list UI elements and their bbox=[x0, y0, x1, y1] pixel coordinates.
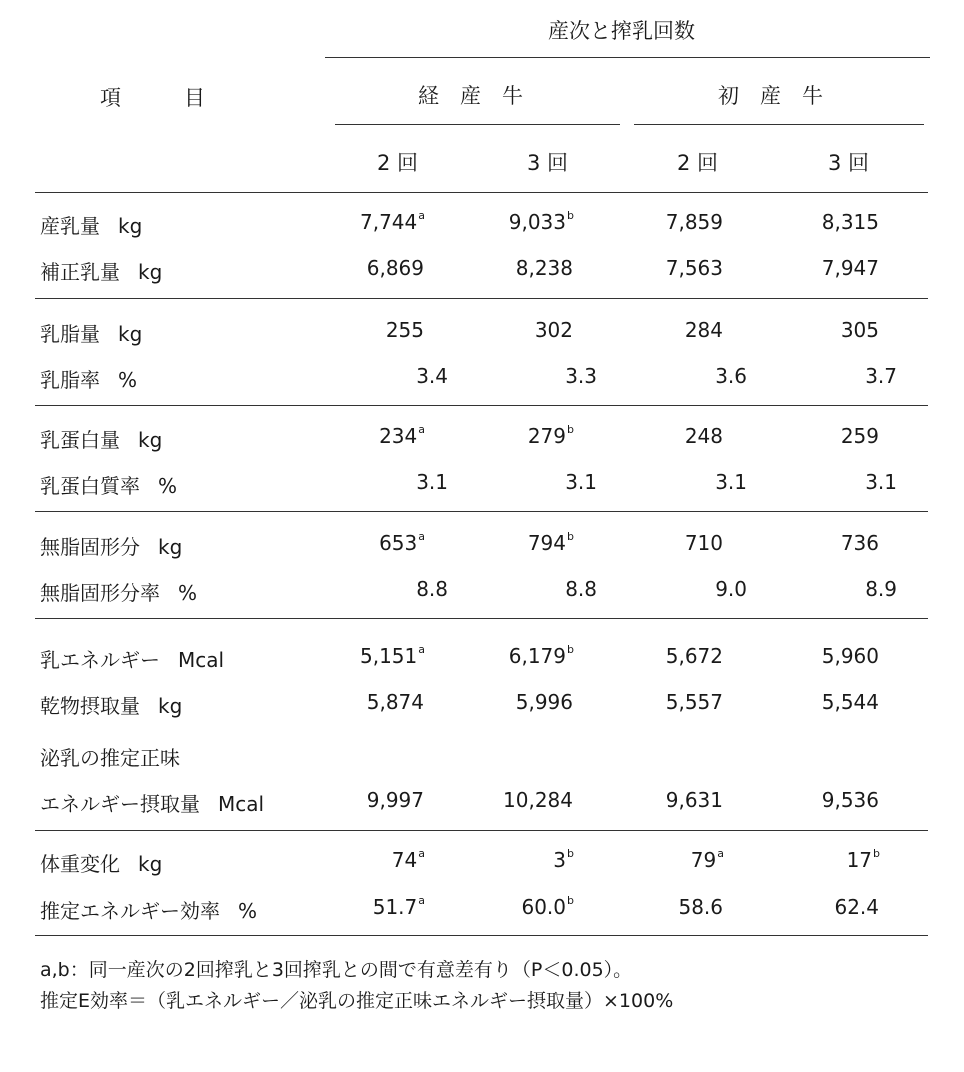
row-label-text: 乳エネルギー bbox=[40, 648, 160, 672]
table-cell bbox=[458, 470, 598, 494]
table-cell bbox=[740, 210, 880, 234]
table-cell bbox=[434, 531, 574, 555]
table-cell bbox=[309, 577, 449, 601]
row-label-text: 体重変化 bbox=[40, 852, 120, 876]
cell-value: 9,033 bbox=[508, 210, 567, 234]
significance-mark: b bbox=[567, 423, 574, 437]
cell-value: 8.9 bbox=[865, 577, 897, 601]
cell-value: 5,996 bbox=[515, 690, 573, 714]
cell-value: 6,179 bbox=[508, 644, 567, 668]
row-label bbox=[40, 210, 142, 239]
table-cell bbox=[434, 895, 574, 919]
footnote-efficiency: 推定E効率＝（乳エネルギー／泌乳の推定正味エネルギー摂取量）×100% bbox=[40, 990, 674, 1012]
cell-value: 248 bbox=[684, 424, 723, 448]
cell-value: 5,151 bbox=[359, 644, 418, 668]
table-cell bbox=[285, 895, 425, 919]
cell-value: 9.0 bbox=[715, 577, 747, 601]
table-cell bbox=[758, 364, 898, 388]
row-label bbox=[40, 424, 162, 453]
footnote-significance: a,b：同一産次の2回搾乳と3回搾乳との間で有意差有り（P＜0.05）。 bbox=[40, 959, 633, 981]
table-cell bbox=[434, 644, 574, 668]
significance-mark: b bbox=[873, 847, 880, 861]
table-cell bbox=[285, 256, 425, 280]
table-cell bbox=[584, 531, 724, 555]
cell-value: 60.0 bbox=[521, 895, 567, 919]
cell-value: 5,672 bbox=[665, 644, 723, 668]
cell-value: 3.4 bbox=[416, 364, 448, 388]
row-unit: % bbox=[118, 368, 138, 392]
table-cell bbox=[740, 895, 880, 919]
row-unit: Mcal bbox=[178, 648, 225, 672]
cell-value: 3.6 bbox=[715, 364, 747, 388]
table-cell bbox=[584, 742, 724, 766]
row-label bbox=[40, 470, 177, 499]
row-label bbox=[40, 256, 162, 285]
row-label bbox=[40, 690, 182, 719]
table-cell bbox=[608, 470, 748, 494]
significance-mark: a bbox=[418, 209, 425, 223]
row-label-text: 推定エネルギー効率 bbox=[40, 899, 220, 923]
table-cell bbox=[434, 742, 574, 766]
table-cell bbox=[458, 364, 598, 388]
group-keisan: 経 産 牛 bbox=[418, 84, 523, 108]
table-cell bbox=[309, 470, 449, 494]
table-cell bbox=[740, 848, 880, 872]
group-rule-keisan bbox=[335, 124, 620, 125]
cell-value: 255 bbox=[385, 318, 424, 342]
row-label bbox=[40, 848, 162, 877]
header-rule-top bbox=[325, 57, 930, 58]
table-cell bbox=[285, 424, 425, 448]
row-label-text: 乳脂量 bbox=[40, 322, 100, 346]
row-unit: kg bbox=[138, 852, 163, 876]
table-cell bbox=[434, 424, 574, 448]
cell-value: 305 bbox=[840, 318, 879, 342]
table-cell bbox=[584, 848, 724, 872]
cell-value: 7,563 bbox=[665, 256, 723, 280]
table-cell bbox=[285, 210, 425, 234]
row-unit: % bbox=[178, 581, 198, 605]
table-cell bbox=[458, 577, 598, 601]
table-cell bbox=[285, 690, 425, 714]
cell-value: 6,869 bbox=[366, 256, 424, 280]
rule-group bbox=[35, 405, 928, 406]
table-cell bbox=[434, 318, 574, 342]
table-cell bbox=[758, 470, 898, 494]
rule-table-bottom bbox=[35, 935, 928, 936]
row-label-text: 産乳量 bbox=[40, 214, 100, 238]
row-label bbox=[40, 531, 182, 560]
cell-value: 710 bbox=[684, 531, 723, 555]
cell-value: 234 bbox=[379, 424, 418, 448]
cell-value: 74 bbox=[391, 848, 418, 872]
row-label-text: エネルギー摂取量 bbox=[40, 792, 200, 816]
significance-mark: b bbox=[567, 643, 574, 657]
rule-header-bottom bbox=[35, 192, 928, 193]
cell-value: 279 bbox=[527, 424, 567, 448]
row-label bbox=[40, 895, 257, 924]
table-cell bbox=[584, 895, 724, 919]
cell-value: 7,859 bbox=[665, 210, 723, 234]
table-cell bbox=[740, 644, 880, 668]
cell-value: 62.4 bbox=[834, 895, 879, 919]
rule-group bbox=[35, 511, 928, 512]
row-label-text: 乳脂率 bbox=[40, 368, 100, 392]
row-label bbox=[40, 742, 198, 771]
cell-value: 9,997 bbox=[366, 788, 424, 812]
table-cell bbox=[740, 256, 880, 280]
cell-value: 51.7 bbox=[372, 895, 418, 919]
table-cell bbox=[434, 256, 574, 280]
cell-value: 7,744 bbox=[359, 210, 418, 234]
cell-value: 3.1 bbox=[865, 470, 897, 494]
table-cell bbox=[608, 577, 748, 601]
rule-group bbox=[35, 618, 928, 619]
row-unit: kg bbox=[138, 428, 163, 452]
row-label bbox=[40, 318, 142, 347]
row-label-text: 補正乳量 bbox=[40, 260, 120, 284]
cell-value: 10,284 bbox=[503, 788, 573, 812]
table-cell bbox=[285, 318, 425, 342]
table-cell bbox=[434, 210, 574, 234]
row-unit: kg bbox=[118, 322, 143, 346]
row-label bbox=[40, 364, 137, 393]
cell-value: 17 bbox=[846, 848, 873, 872]
table-cell bbox=[584, 644, 724, 668]
col-header: 2 回 bbox=[677, 151, 719, 175]
table-cell bbox=[285, 742, 425, 766]
significance-mark: a bbox=[418, 643, 425, 657]
cell-value: 3.1 bbox=[715, 470, 747, 494]
cell-value: 736 bbox=[840, 531, 879, 555]
rule-group bbox=[35, 830, 928, 831]
cell-value: 3 bbox=[553, 848, 567, 872]
table-cell bbox=[740, 690, 880, 714]
cell-value: 3.3 bbox=[565, 364, 597, 388]
cell-value: 9,631 bbox=[665, 788, 723, 812]
row-unit: kg bbox=[138, 260, 163, 284]
table-cell bbox=[740, 531, 880, 555]
row-unit: Mcal bbox=[218, 792, 265, 816]
significance-mark: a bbox=[717, 847, 724, 861]
row-unit: kg bbox=[158, 694, 183, 718]
cell-value: 3.7 bbox=[865, 364, 897, 388]
cell-value: 3.1 bbox=[416, 470, 448, 494]
cell-value: 5,544 bbox=[821, 690, 879, 714]
cell-value: 284 bbox=[684, 318, 723, 342]
table-cell bbox=[309, 364, 449, 388]
row-unit: kg bbox=[158, 535, 183, 559]
table-cell bbox=[608, 364, 748, 388]
table-cell bbox=[740, 318, 880, 342]
row-label-text: 乳蛋白質率 bbox=[40, 474, 140, 498]
table-cell bbox=[584, 788, 724, 812]
table-cell bbox=[584, 210, 724, 234]
cell-value: 7,947 bbox=[821, 256, 879, 280]
cell-value: 8,238 bbox=[515, 256, 573, 280]
cell-value: 5,874 bbox=[366, 690, 424, 714]
cell-value: 794 bbox=[527, 531, 567, 555]
row-unit: % bbox=[238, 899, 258, 923]
cell-value: 5,557 bbox=[665, 690, 723, 714]
row-label-text: 無脂固形分率 bbox=[40, 581, 160, 605]
col-header: 3 回 bbox=[527, 151, 569, 175]
row-unit: kg bbox=[118, 214, 143, 238]
significance-mark: a bbox=[418, 530, 425, 544]
cell-value: 259 bbox=[840, 424, 879, 448]
row-label bbox=[40, 577, 197, 606]
col-header: 2 回 bbox=[377, 151, 419, 175]
table-cell bbox=[584, 256, 724, 280]
cell-value: 8,315 bbox=[821, 210, 879, 234]
significance-mark: b bbox=[567, 894, 574, 908]
rule-group bbox=[35, 298, 928, 299]
table-cell bbox=[740, 742, 880, 766]
table-cell bbox=[285, 788, 425, 812]
row-label bbox=[40, 644, 224, 673]
cell-value: 79 bbox=[690, 848, 717, 872]
cell-value: 3.1 bbox=[565, 470, 597, 494]
group-rule-shosan bbox=[634, 124, 924, 125]
cell-value: 653 bbox=[379, 531, 418, 555]
cell-value: 8.8 bbox=[416, 577, 448, 601]
significance-mark: a bbox=[418, 894, 425, 908]
table-cell bbox=[584, 424, 724, 448]
table-cell bbox=[285, 644, 425, 668]
item-header: 項 目 bbox=[100, 86, 205, 110]
cell-value: 58.6 bbox=[678, 895, 723, 919]
row-label-text: 無脂固形分 bbox=[40, 535, 140, 559]
row-unit: % bbox=[158, 474, 178, 498]
col-header: 3 回 bbox=[828, 151, 870, 175]
table-cell bbox=[758, 577, 898, 601]
row-label-text: 乾物摂取量 bbox=[40, 694, 140, 718]
table-cell bbox=[740, 788, 880, 812]
table-cell bbox=[285, 848, 425, 872]
cell-value: 9,536 bbox=[821, 788, 879, 812]
significance-mark: b bbox=[567, 530, 574, 544]
significance-mark: b bbox=[567, 847, 574, 861]
table-cell bbox=[285, 531, 425, 555]
cell-value: 302 bbox=[534, 318, 573, 342]
significance-mark: a bbox=[418, 423, 425, 437]
table-cell bbox=[584, 690, 724, 714]
table-cell bbox=[434, 788, 574, 812]
row-label-text: 乳蛋白量 bbox=[40, 428, 120, 452]
cell-value: 5,960 bbox=[821, 644, 879, 668]
group-shosan: 初 産 牛 bbox=[718, 84, 823, 108]
top-title: 産次と搾乳回数 bbox=[548, 19, 695, 43]
row-label bbox=[40, 788, 264, 817]
table-cell bbox=[434, 848, 574, 872]
cell-value: 8.8 bbox=[565, 577, 597, 601]
table-cell bbox=[584, 318, 724, 342]
table-cell bbox=[434, 690, 574, 714]
significance-mark: a bbox=[418, 847, 425, 861]
table-cell bbox=[740, 424, 880, 448]
row-label-text: 泌乳の推定正味 bbox=[40, 746, 180, 770]
significance-mark: b bbox=[567, 209, 574, 223]
